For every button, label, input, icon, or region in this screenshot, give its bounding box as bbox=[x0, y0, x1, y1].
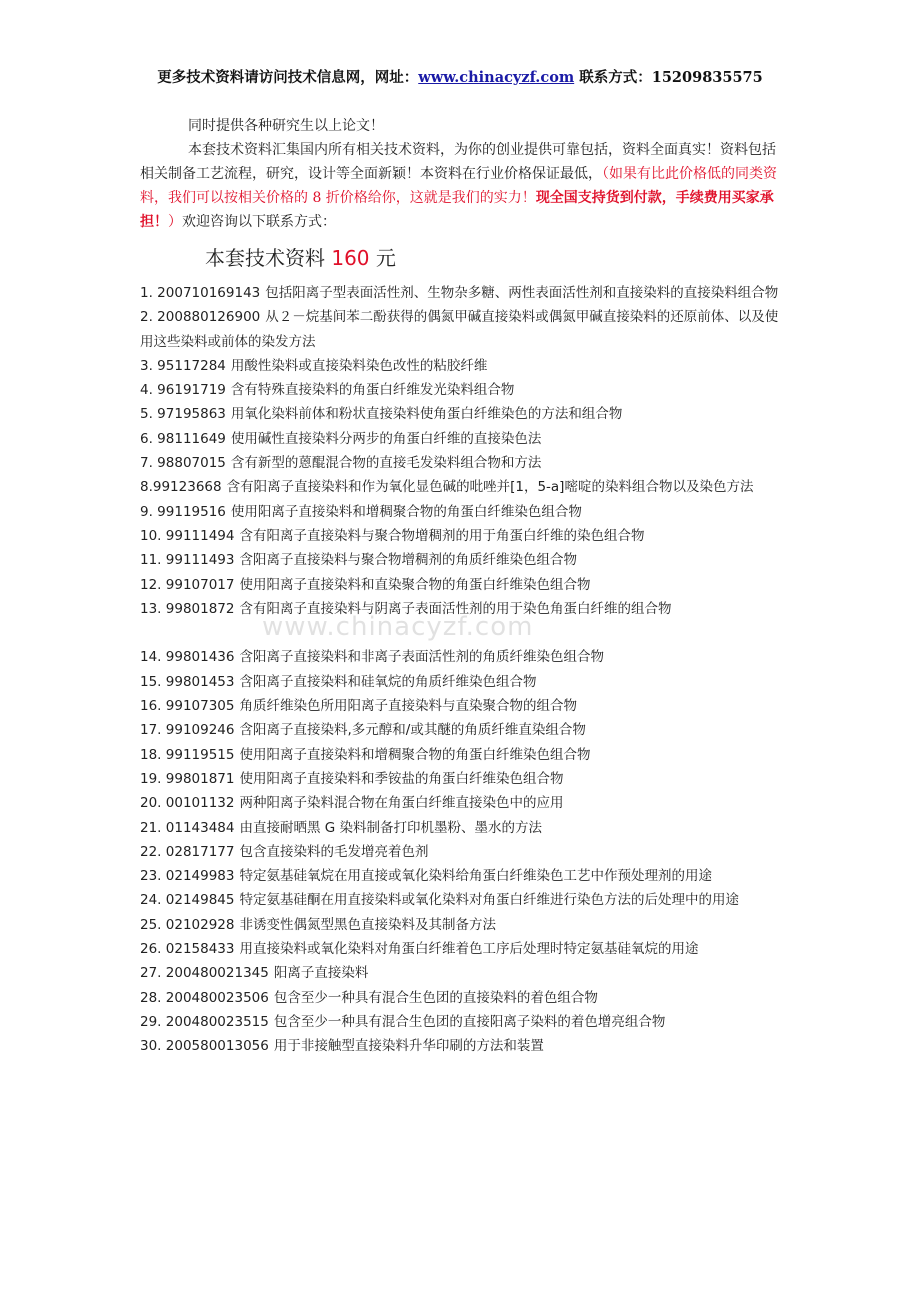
intro-red-close: ） bbox=[168, 214, 182, 230]
watermark: www.chinacyzf.com bbox=[262, 612, 534, 642]
patent-title: 从２－烷基间苯二酚获得的偶氮甲碱直接染料或偶氮甲碱直接染料的还原前体、以及使用这些染料或前体的染发方法 bbox=[140, 309, 779, 350]
patent-title: 使用阳离子直接染料和直染聚合物的角蛋白纤维染色组合物 bbox=[239, 576, 591, 593]
patent-number: 23. 02149983 bbox=[140, 868, 235, 885]
patent-number: 29. 200480023515 bbox=[140, 1013, 269, 1030]
patent-number: 4. 96191719 bbox=[140, 382, 226, 399]
list-item bbox=[140, 451, 785, 475]
list-item bbox=[140, 1034, 785, 1058]
list-item bbox=[140, 743, 785, 767]
intro-paragraph bbox=[140, 138, 785, 234]
patent-number: 16. 99107305 bbox=[140, 698, 235, 715]
patent-number: 9. 99119516 bbox=[140, 503, 226, 520]
intro-red-text: （如果有比此价格低的同类资料，我们可以按相关价格的 8 折价格给你，这就是我们的实力！ bbox=[140, 166, 777, 206]
patent-number: 11. 99111493 bbox=[140, 552, 235, 569]
patent-title: 含阳离子直接染料和硅氧烷的角质纤维染色组合物 bbox=[239, 673, 537, 690]
patent-number: 21. 01143484 bbox=[140, 819, 235, 836]
list-item bbox=[140, 986, 785, 1010]
intro-para-start: 本套技术资料汇集国内所有相关技术资料，为你的创业提供可靠包括，资料全面真实！资料包括相关制备工艺流程，研究，设计等全面新颖！本资料在行业价格保证最低， bbox=[140, 142, 776, 182]
website-link[interactable]: www.chinacyzf.com bbox=[418, 69, 575, 86]
patent-title: 使用碱性直接染料分两步的角蛋白纤维的直接染色法 bbox=[230, 430, 542, 447]
list-item bbox=[140, 573, 785, 597]
price-unit: 元 bbox=[369, 246, 396, 270]
price-prefix: 本套技术资料 bbox=[205, 246, 332, 270]
patent-number: 30. 200580013056 bbox=[140, 1038, 269, 1055]
list-item bbox=[140, 427, 785, 451]
list-item bbox=[140, 597, 785, 621]
price-line bbox=[205, 242, 396, 271]
patent-title: 含有阳离子直接染料和作为氧化显色碱的吡唑并[1，5-a]嘧啶的染料组合物以及染色方法 bbox=[226, 479, 754, 496]
patent-title: 用于非接触型直接染料升华印刷的方法和装置 bbox=[273, 1038, 544, 1055]
patent-title: 特定氨基硅氧烷在用直接或氧化染料给角蛋白纤维染色工艺中作预处理剂的用途 bbox=[239, 868, 712, 885]
list-item bbox=[140, 694, 785, 718]
list-item bbox=[140, 791, 785, 815]
patent-title: 含有特殊直接染料的角蛋白纤维发光染料组合物 bbox=[230, 382, 515, 399]
list-item bbox=[140, 281, 785, 305]
patent-number: 13. 99801872 bbox=[140, 600, 235, 617]
list-item bbox=[140, 475, 785, 499]
header-contact: 联系方式：15209835575 bbox=[574, 69, 763, 86]
intro-line1: 同时提供各种研究生以上论文！ bbox=[188, 118, 384, 134]
patent-number: 8.99123668 bbox=[140, 479, 222, 496]
list-item bbox=[140, 378, 785, 402]
patent-title: 特定氨基硅酮在用直接染料或氧化染料对角蛋白纤维进行染色方法的后处理中的用途 bbox=[239, 892, 739, 909]
list-item bbox=[140, 816, 785, 840]
list-item bbox=[140, 937, 785, 961]
list-item bbox=[140, 645, 785, 669]
patent-title: 使用阳离子直接染料和增稠聚合物的角蛋白纤维染色组合物 bbox=[230, 503, 582, 520]
patent-list bbox=[140, 281, 785, 1059]
list-item bbox=[140, 864, 785, 888]
patent-number: 10. 99111494 bbox=[140, 527, 235, 544]
patent-title: 用酸性染料或直接染料染色改性的粘胶纤维 bbox=[230, 357, 488, 374]
patent-title: 含阳离子直接染料与聚合物增稠剂的角质纤维染色组合物 bbox=[239, 552, 577, 569]
price-amount: 160 bbox=[331, 246, 370, 270]
list-item bbox=[140, 548, 785, 572]
patent-title: 由直接耐晒黑 G 染料制备打印机墨粉、墨水的方法 bbox=[239, 819, 543, 836]
patent-number: 5. 97195863 bbox=[140, 406, 226, 423]
patent-title: 非诱变性偶氮型黑色直接染料及其制备方法 bbox=[239, 916, 496, 933]
list-item bbox=[140, 961, 785, 985]
patent-number: 25. 02102928 bbox=[140, 916, 235, 933]
patent-number: 19. 99801871 bbox=[140, 770, 235, 787]
patent-title: 使用阳离子直接染料和季铵盐的角蛋白纤维染色组合物 bbox=[239, 770, 564, 787]
blank-line bbox=[140, 621, 785, 645]
patent-number: 15. 99801453 bbox=[140, 673, 235, 690]
list-item bbox=[140, 500, 785, 524]
patent-number: 26. 02158433 bbox=[140, 941, 235, 958]
patent-title: 用直接染料或氧化染料对角蛋白纤维着色工序后处理时特定氨基硅氧烷的用途 bbox=[239, 941, 699, 958]
patent-number: 27. 200480021345 bbox=[140, 965, 269, 982]
list-item bbox=[140, 718, 785, 742]
patent-number: 1. 200710169143 bbox=[140, 285, 261, 301]
list-item bbox=[140, 767, 785, 791]
list-item bbox=[140, 354, 785, 378]
patent-title: 含阳离子直接染料,多元醇和/或其醚的角质纤维直染组合物 bbox=[239, 722, 586, 739]
patent-number: 12. 99107017 bbox=[140, 576, 235, 593]
patent-title: 含有阳离子直接染料与阴离子表面活性剂的用于染色角蛋白纤维的组合物 bbox=[239, 600, 672, 617]
intro-section bbox=[140, 114, 785, 234]
patent-title: 使用阳离子直接染料和增稠聚合物的角蛋白纤维染色组合物 bbox=[239, 746, 591, 763]
patent-number: 24. 02149845 bbox=[140, 892, 235, 909]
patent-title: 含有阳离子直接染料与聚合物增稠剂的用于角蛋白纤维的染色组合物 bbox=[239, 527, 645, 544]
patent-title: 包含至少一种具有混合生色团的直接染料的着色组合物 bbox=[273, 989, 598, 1006]
patent-number: 28. 200480023506 bbox=[140, 989, 269, 1006]
patent-number: 14. 99801436 bbox=[140, 649, 235, 666]
patent-title: 包含直接染料的毛发增亮着色剂 bbox=[239, 843, 429, 860]
patent-number: 18. 99119515 bbox=[140, 746, 235, 763]
patent-title: 阳离子直接染料 bbox=[273, 965, 369, 982]
list-item bbox=[140, 913, 785, 937]
list-item bbox=[140, 305, 785, 354]
patent-title: 两种阳离子染料混合物在角蛋白纤维直接染色中的应用 bbox=[239, 795, 564, 812]
intro-para-end: 欢迎咨询以下联系方式： bbox=[182, 214, 336, 230]
patent-title: 用氧化染料前体和粉状直接染料使角蛋白纤维染色的方法和组合物 bbox=[230, 406, 623, 423]
list-item bbox=[140, 670, 785, 694]
header-prefix: 更多技术资料请访问技术信息网，网址： bbox=[157, 69, 419, 86]
list-item bbox=[140, 888, 785, 912]
patent-title: 包含至少一种具有混合生色团的直接阳离子染料的着色增亮组合物 bbox=[273, 1013, 666, 1030]
patent-number: 22. 02817177 bbox=[140, 843, 235, 860]
patent-number: 17. 99109246 bbox=[140, 722, 235, 739]
patent-number: 20. 00101132 bbox=[140, 795, 235, 812]
patent-title: 包括阳离子型表面活性剂、生物杂多糖、两性表面活性剂和直接染料的直接染料组合物 bbox=[265, 285, 779, 301]
list-item bbox=[140, 402, 785, 426]
page-header bbox=[0, 66, 920, 87]
patent-number: 7. 98807015 bbox=[140, 455, 226, 472]
list-item bbox=[140, 1010, 785, 1034]
list-item bbox=[140, 524, 785, 548]
patent-title: 角质纤维染色所用阳离子直接染料与直染聚合物的组合物 bbox=[239, 698, 577, 715]
patent-title: 含有新型的蒽醌混合物的直接毛发染料组合物和方法 bbox=[230, 455, 542, 472]
patent-number: 3. 95117284 bbox=[140, 357, 226, 374]
intro-red-bold-text: 现全国支持货到付款，手续费用买家承担！ bbox=[140, 190, 774, 230]
patent-number: 2. 200880126900 bbox=[140, 309, 261, 326]
patent-title: 含阳离子直接染料和非离子表面活性剂的角质纤维染色组合物 bbox=[239, 649, 604, 666]
patent-number: 6. 98111649 bbox=[140, 430, 226, 447]
list-item bbox=[140, 840, 785, 864]
